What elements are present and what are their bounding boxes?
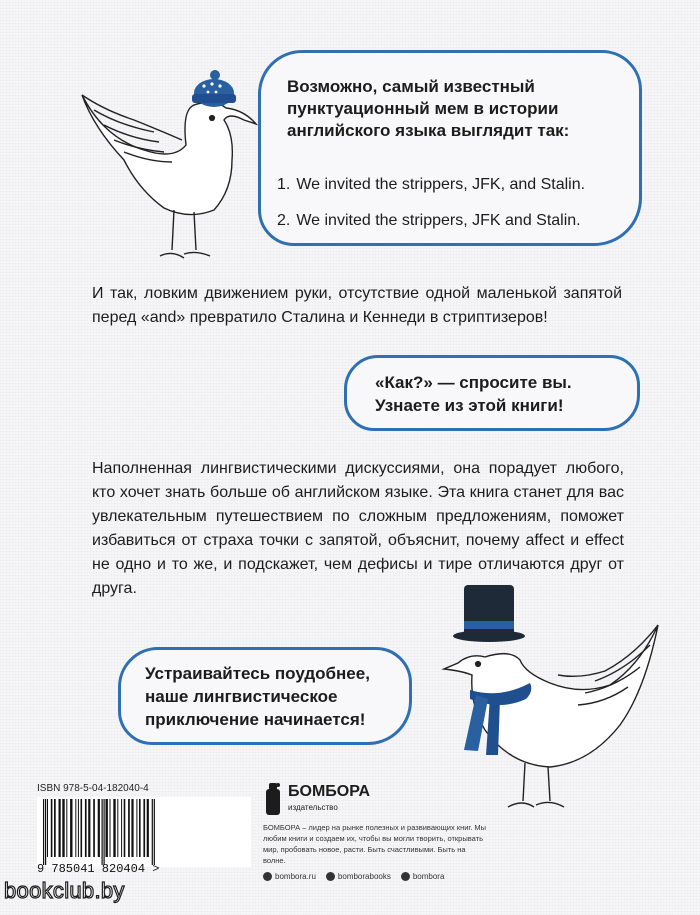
barcode-bar <box>117 799 118 857</box>
barcode-bar <box>62 799 64 857</box>
comma-paragraph: И так, ловким движением руки, отсутствие одной маленькой запятой перед «and» превратило Сталина и Кеннеди в стриптизеров! <box>92 285 622 326</box>
barcode-bar <box>54 799 56 857</box>
question-line-2: Узнаете из этой книги! <box>375 396 564 415</box>
barcode-bar <box>75 799 76 857</box>
question-text <box>375 371 572 417</box>
barcode-bar <box>85 799 87 857</box>
description-paragraph: Наполненная лингвистическими дискуссиями, она порадует любого, кто хочет знать больше об английском языке. Эта книга станет для вас увлекательным путешествием по сложным предложениям, поможет избавиться от страха точки с запятой, объяснит, почему affect и effect не одно и то же, и подскажет, чем дефисы и тире отличаются друг от друга. <box>92 460 624 597</box>
social-link-instagram[interactable] <box>326 872 391 881</box>
example-number: 2. <box>277 212 291 229</box>
question-speech-bubble <box>344 355 640 431</box>
welcome-line-3: приключение начинается! <box>145 710 366 729</box>
publisher-description: БОМБОРА – лидер на рынке полезных и развивающих книг. Мы любим книги и создаем их, чтобы вы могли творить, открывать мир, пробовать новое, расти. Быть счастливыми. Быть на волне. <box>263 823 487 865</box>
welcome-line-2: наше лингвистическое <box>145 687 338 706</box>
social-handle: bombora <box>412 872 445 881</box>
example-item <box>277 211 585 231</box>
social-handle: bomborabooks <box>337 872 391 881</box>
intro-speech-bubble <box>258 50 642 246</box>
globe-icon <box>263 872 272 881</box>
bombora-logo-icon <box>263 781 283 817</box>
barcode-bar <box>81 799 83 857</box>
barcode-guard-bar <box>45 799 46 865</box>
barcode <box>37 797 251 867</box>
barcode-bar <box>139 799 141 857</box>
isbn-label: ISBN 978-5-04-182040-4 <box>37 783 149 794</box>
barcode-guard-bar <box>152 799 153 865</box>
publisher-subtitle: издательство <box>288 803 338 812</box>
barcode-bar <box>98 799 100 857</box>
barcode-guard-bar <box>102 799 103 865</box>
barcode-bar <box>66 799 67 857</box>
barcode-bar <box>78 799 79 857</box>
barcode-bar <box>70 799 72 857</box>
welcome-text <box>145 662 370 731</box>
welcome-speech-bubble <box>118 647 412 745</box>
example-item <box>277 175 585 195</box>
barcode-guard-bar <box>154 799 155 865</box>
vk-icon <box>401 872 410 881</box>
social-links <box>263 872 444 881</box>
intro-lead-text: Возможно, самый известный пунктуационный мем в истории английского языка выглядит так: <box>287 77 570 140</box>
seagull-beanie-illustration <box>64 50 264 275</box>
barcode-bar <box>128 799 130 857</box>
watermark: bookclub.by <box>4 878 125 903</box>
example-text: We invited the strippers, JFK and Stalin. <box>296 212 581 229</box>
barcode-bar <box>51 799 53 857</box>
welcome-line-1: Устраивайтесь поудобнее, <box>145 664 370 683</box>
example-number: 1. <box>277 176 291 193</box>
social-handle: bombora.ru <box>275 872 316 881</box>
barcode-number: 9 785041 820404 <box>37 862 146 876</box>
barcode-bar <box>110 799 111 857</box>
barcode-guard-bar <box>104 799 105 865</box>
example-list <box>277 175 585 247</box>
barcode-bar <box>136 799 137 857</box>
barcode-trailer: > <box>152 862 160 876</box>
social-link-vk[interactable] <box>401 872 445 881</box>
barcode-bar <box>113 799 115 857</box>
barcode-bar <box>106 799 108 857</box>
barcode-digits <box>37 862 159 876</box>
barcode-bar <box>59 799 61 857</box>
seagull-tophat-illustration <box>430 575 665 825</box>
barcode-bar <box>47 799 48 857</box>
barcode-bar <box>131 799 133 857</box>
barcode-guard-bar <box>43 799 44 865</box>
barcode-bar <box>121 799 122 857</box>
barcode-bar <box>93 799 95 857</box>
barcode-bar <box>124 799 126 857</box>
publisher-name: БОМБОРА <box>288 783 371 800</box>
barcode-bar <box>143 799 145 857</box>
question-line-1: «Как?» — спросите вы. <box>375 373 572 392</box>
social-link-site[interactable] <box>263 872 316 881</box>
barcode-bar <box>147 799 149 857</box>
instagram-icon <box>326 872 335 881</box>
example-text: We invited the strippers, JFK, and Stalin. <box>296 176 586 193</box>
barcode-bar <box>88 799 90 857</box>
